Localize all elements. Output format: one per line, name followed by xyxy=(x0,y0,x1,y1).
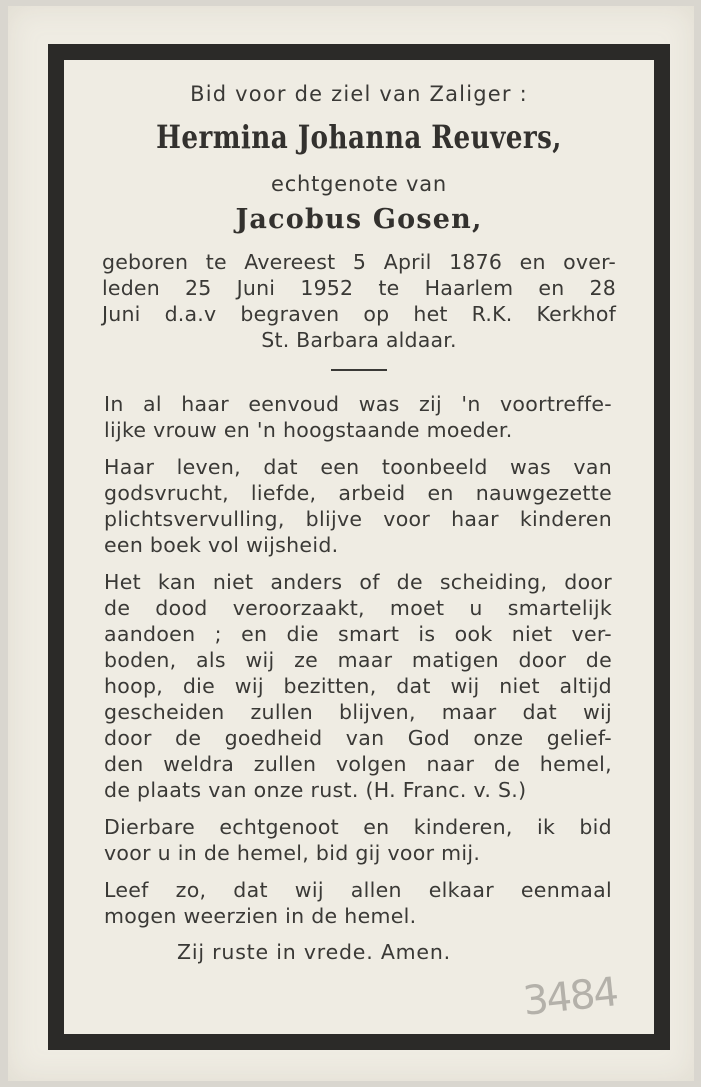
deceased-name: Hermina Johanna Reuvers, xyxy=(156,118,562,156)
memorial-card xyxy=(8,6,694,1081)
paragraph-line: godsvrucht, liefde, arbeid en nauwgezette xyxy=(104,481,612,505)
memorial-paragraph xyxy=(74,391,644,443)
handwritten-number: 3484 xyxy=(520,969,619,1025)
paragraph-line: boden, als wij ze maar matigen door de xyxy=(104,648,612,672)
paragraph-line: gescheiden zullen blijven, maar dat wij xyxy=(104,700,612,724)
birth-line: geboren te Avereest 5 April 1876 en over- xyxy=(102,250,616,274)
paragraph-line: aandoen ; en die smart is ook niet ver- xyxy=(104,622,612,646)
paragraph-line: In al haar eenvoud was zij 'n voortreffe- xyxy=(104,392,612,416)
paragraph-line: Het kan niet anders of de scheiding, door xyxy=(104,570,612,594)
paragraph-line: de dood veroorzaakt, moet u smartelijk xyxy=(104,596,612,620)
spouse-name: Jacobus Gosen, xyxy=(235,204,483,235)
paragraph-line: door de goedheid van God onze gelief- xyxy=(104,726,612,750)
memorial-text xyxy=(74,391,644,929)
divider xyxy=(331,369,387,371)
paragraph-line: Haar leven, dat een toonbeeld was van xyxy=(104,455,612,479)
memorial-paragraph xyxy=(74,569,644,803)
birth-line: leden 25 Juni 1952 te Haarlem en 28 xyxy=(102,276,616,300)
paragraph-line: een boek vol wijsheid. xyxy=(104,533,339,557)
paragraph-line: Dierbare echtgenoot en kinderen, ik bid xyxy=(104,815,612,839)
memorial-paragraph xyxy=(74,877,644,929)
birth-death-details xyxy=(74,249,644,353)
birth-line: Juni d.a.v begraven op het R.K. Kerkhof xyxy=(102,302,616,326)
paragraph-line: voor u in de hemel, bid gij voor mij. xyxy=(104,841,481,865)
paragraph-line: hoop, die wij bezitten, dat wij niet altijd xyxy=(104,674,612,698)
memorial-paragraph xyxy=(74,454,644,558)
card-content xyxy=(74,68,644,964)
paragraph-line: Leef zo, dat wij allen elkaar eenmaal xyxy=(104,878,612,902)
memorial-paragraph xyxy=(74,814,644,866)
paragraph-line: plichtsvervulling, blijve voor haar kinderen xyxy=(104,507,612,531)
closing-line: Zij ruste in vrede. Amen. xyxy=(177,940,451,964)
prayer-header: Bid voor de ziel van Zaliger : xyxy=(190,82,528,106)
spouse-intro: echtgenote van xyxy=(270,172,448,196)
paragraph-line: de plaats van onze rust. (H. Franc. v. S.) xyxy=(104,778,527,802)
paragraph-line: mogen weerzien in de hemel. xyxy=(104,904,417,928)
paragraph-line: den weldra zullen volgen naar de hemel, xyxy=(104,752,612,776)
birth-line: St. Barbara aldaar. xyxy=(261,328,457,352)
paragraph-line: lijke vrouw en 'n hoogstaande moeder. xyxy=(104,418,513,442)
